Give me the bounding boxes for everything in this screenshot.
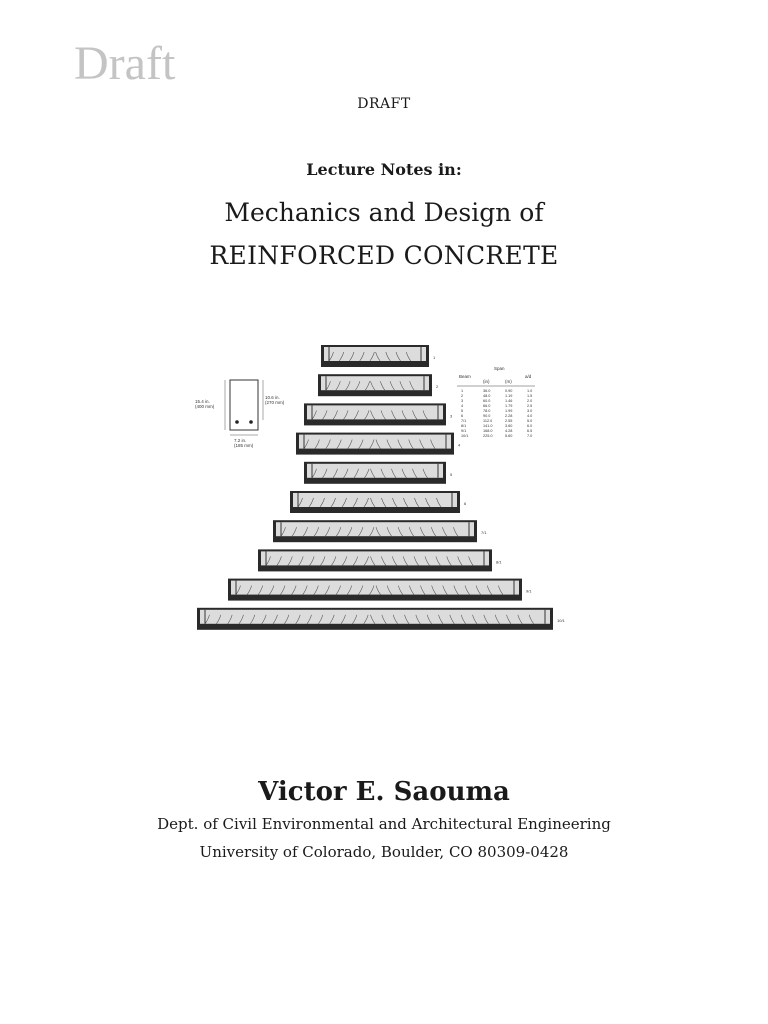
beam-number: 2 — [436, 384, 439, 390]
beam-number: 1 — [433, 355, 436, 360]
beam-specimen — [296, 433, 461, 455]
table-col-in: (in) — [483, 379, 490, 384]
table-cell: 48.0 — [483, 394, 491, 398]
table-col-beam: Beam — [459, 374, 471, 379]
beam-specimen — [258, 549, 502, 571]
span-table — [457, 366, 535, 438]
table-cell: 1.79 — [505, 404, 513, 408]
table-cell: 2.0 — [527, 399, 533, 403]
table-col-m: (m) — [505, 379, 512, 384]
beam-number: 6 — [464, 501, 467, 506]
beam-specimen — [304, 403, 453, 425]
table-cell: 5.60 — [505, 434, 513, 438]
table-cell: 60.0 — [483, 399, 491, 403]
draft-watermark: Draft — [74, 37, 176, 90]
title-line-1: Mechanics and Design of — [224, 198, 544, 227]
table-cell: 1.46 — [505, 399, 513, 403]
table-cell: 3.60 — [505, 424, 513, 428]
table-cell: 225.0 — [483, 434, 493, 438]
table-cell: 6.5 — [527, 429, 533, 433]
author-department: Dept. of Civil Environmental and Architectural Engineering — [157, 815, 611, 833]
table-cell: 141.0 — [483, 424, 493, 428]
beam-specimen — [318, 374, 439, 396]
table-cell: 6.0 — [527, 424, 533, 428]
table-cell: 4 — [461, 404, 464, 408]
table-cell: 112.0 — [483, 419, 493, 423]
table-cell: 66.0 — [483, 404, 491, 408]
table-cell: 4.28 — [505, 429, 513, 433]
table-cell: 2.5 — [527, 404, 533, 408]
beam-number: 8/1 — [496, 559, 502, 565]
table-cell: 1.19 — [505, 394, 513, 398]
beam-number: 10/1 — [557, 617, 565, 623]
table-cell: 2.28 — [505, 414, 513, 418]
beam-crack-pattern-figure — [185, 335, 565, 635]
section-width-mm: (185 mm) — [234, 443, 254, 448]
table-cell: 2 — [461, 394, 464, 398]
table-cell: 90.0 — [483, 414, 491, 418]
table-cell: 1.5 — [527, 394, 533, 398]
beam-number: 7/1 — [481, 530, 487, 536]
table-cell: 8/1 — [461, 424, 467, 428]
table-cell: 6 — [461, 414, 464, 418]
section-width: 7.2 in. — [234, 438, 247, 443]
beam-specimen — [197, 608, 565, 630]
table-cell: 5 — [461, 409, 464, 413]
beam-number: 9/1 — [526, 588, 532, 594]
beam-stack — [197, 345, 565, 630]
title-line-2: REINFORCED CONCRETE — [209, 241, 559, 270]
author-university: University of Colorado, Boulder, CO 80309-0428 — [199, 843, 569, 861]
table-cell: 2.55 — [505, 419, 513, 423]
section-height-left-mm: (400 mm) — [195, 404, 215, 409]
table-cell: 1.0 — [527, 389, 533, 393]
table-col-span: Span — [494, 366, 505, 371]
beam-number: 4 — [458, 442, 461, 448]
section-height-right-mm: (270 mm) — [265, 400, 285, 405]
table-cell: 7.0 — [527, 434, 533, 438]
lecture-notes-label: Lecture Notes in: — [306, 160, 462, 179]
cross-section-sketch — [195, 380, 285, 448]
table-cell: 10/1 — [461, 434, 469, 438]
table-cell: 3 — [461, 399, 464, 403]
beam-specimen — [321, 345, 436, 367]
section-height-left: 15.4 in. — [195, 399, 210, 404]
beam-specimen — [290, 491, 467, 513]
table-cell: 9/1 — [461, 429, 467, 433]
table-cell: 1.99 — [505, 409, 513, 413]
table-cell: 7/1 — [461, 419, 467, 423]
beam-number: 5 — [450, 471, 453, 477]
beam-specimen — [304, 462, 453, 484]
table-cell: 168.0 — [483, 429, 493, 433]
author-name: Victor E. Saouma — [258, 777, 510, 807]
beam-specimen — [228, 579, 532, 601]
table-cell: 3.0 — [527, 409, 533, 413]
table-cell: 0.90 — [505, 389, 513, 393]
table-cell: 1 — [461, 389, 464, 393]
table-cell: 78.0 — [483, 409, 491, 413]
table-cell: 36.0 — [483, 389, 491, 393]
table-col-ratio: a/d — [525, 374, 532, 379]
beam-specimen — [273, 520, 487, 542]
table-cell: 5.0 — [527, 419, 533, 423]
beam-number: 3 — [450, 413, 453, 419]
table-cell: 4.0 — [527, 414, 533, 418]
draft-header: DRAFT — [357, 96, 411, 112]
section-height-right: 10.6 in. — [265, 395, 280, 400]
